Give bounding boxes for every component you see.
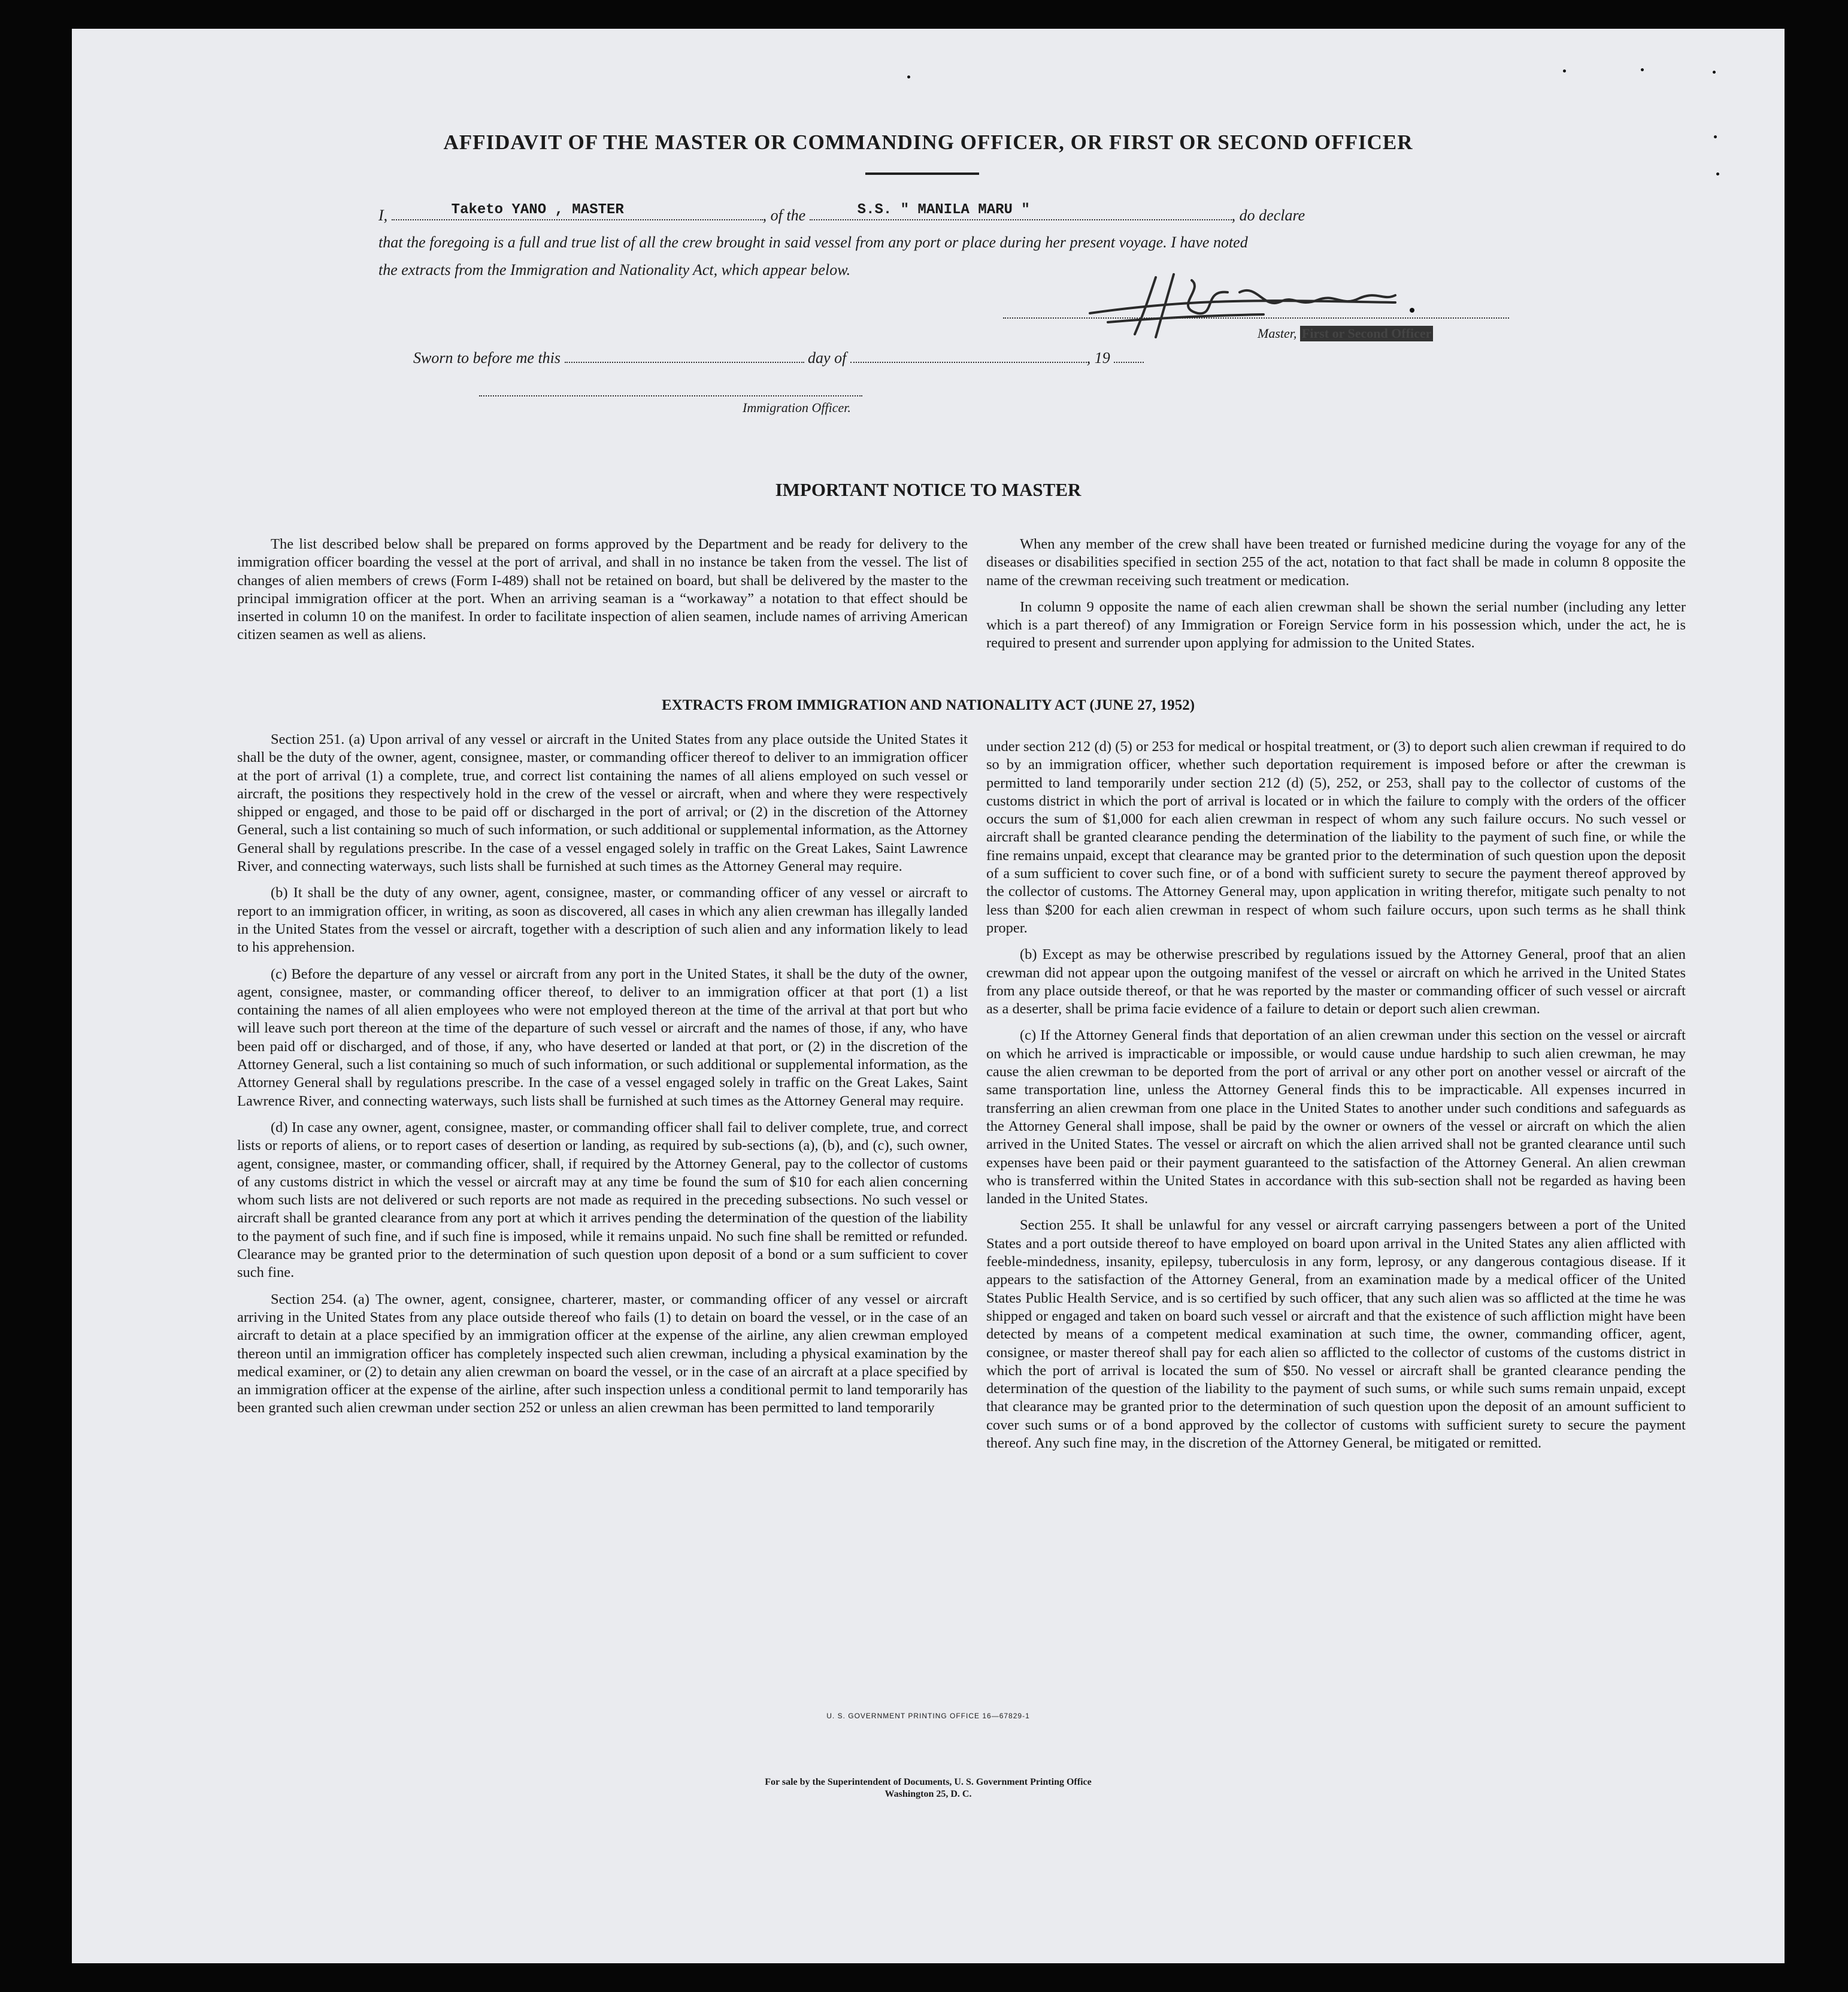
statement-line-2: the extracts from the Immigration and Nationality Act, which appear below. xyxy=(378,261,851,278)
section-251c: (c) Before the departure of any vessel or aircraft from any port in the United States, it shall be the duty of the owner, agent, consignee, master, or commanding officer thereof, to deliver to an immigration officer at that port (1) a list containing the names of all alien employees who were not employed thereon at the time of the arrival at that port but who will leave such port thereon at the time of the departure of such vessel or aircraft and the names of those, if any, who have been paid off or discharged, and of those, if any, who have deserted or landed at that port, or (2) in the discretion of the Attorney General, such a list containing so much of such information, or such additional or supplemental information, as the Attorney General shall by regulations prescribe. In the case of a vessel engaged solely in traffic on the Great Lakes, Saint Lawrence River, and connecting waterways, such lists shall be furnished at such times as the Attorney General may require. xyxy=(237,965,968,1109)
extracts-right-column xyxy=(986,738,1686,1461)
section-254c: (c) If the Attorney General finds that deportation of an alien crewman under this section on the vessel or aircraft on which he arrived is impracticable or impossible, or would cause undue hardship to such alien crewman, he may cause the alien crewman to be deported from the port of arrival or any other port on another vessel or aircraft of the same transportation line, unless the Attorney General finds this to be impracticable. All expenses incurred in transferring an alien crewman from one place in the United States to another under such conditions and safeguards as the Attorney General shall impose, shall be paid by the owner or owners of the vessel or aircraft on which the alien arrived in the United States. The vessel or aircraft on which the alien arrived shall not be granted clearance until such expenses have been paid or their payment guaranteed to the satisfaction of the Attorney General. An alien crewman who is transferred within the United States in accordance with this sub-section shall not be regarded as having been landed in the United States. xyxy=(986,1027,1686,1207)
section-251a: Section 251. (a) Upon arrival of any vessel or aircraft in the United States from any place outside the United States it shall be the duty of the owner, agent, consignee, master, or commanding officer thereof to deliver to an immigration officer at the port of arrival (1) a complete, true, and correct list containing the names of all aliens employed on such vessel or aircraft, the positions they respectively hold in the crew of the vessel or aircraft, when and where they were respectively shipped or engaged, and those to be paid off or discharged in the port of arrival; or (2) in the discretion of the Attorney General, such a list containing so much of such information, or such additional or supplemental information, as the Attorney General shall by regulations prescribe. In the case of a vessel engaged solely in traffic on the Great Lakes, Saint Lawrence River, and connecting waterways, such lists shall be furnished at such times as the Attorney General may require. xyxy=(237,731,968,875)
signature-title: Master, First or Second Officer xyxy=(1258,326,1433,341)
printing-office-code: U. S. GOVERNMENT PRINTING OFFICE 16—67829-1 xyxy=(826,1712,1030,1720)
notice-left-column xyxy=(237,535,968,653)
sworn-month-field xyxy=(850,346,1087,363)
declaration-line xyxy=(378,204,1305,225)
day-of-label: day of xyxy=(808,349,847,367)
immigration-officer-line xyxy=(479,395,862,396)
extracts-left-column xyxy=(237,731,968,1426)
sworn-line xyxy=(413,346,1144,367)
do-declare-label: , do declare xyxy=(1231,207,1305,224)
i-label: I, xyxy=(378,207,388,224)
scan-speck xyxy=(1641,68,1644,71)
sale-line-1: For sale by the Superintendent of Documents, U. S. Government Printing Office xyxy=(765,1777,1092,1787)
notice-right-column xyxy=(986,535,1686,661)
notice-paragraph: When any member of the crew shall have been treated or furnished medicine during the voyage for any of the diseases or disabilities specified in section 255 of the act, notation to that fact shall be made in column 8 opposite the name of the crewman receiving such treatment or medication. xyxy=(986,536,1686,589)
struck-officer-title: First or Second Officer xyxy=(1300,326,1433,341)
notice-paragraph: In column 9 opposite the name of each alien crewman shall be shown the serial number (including any letter which is a part thereof) of any Immigration or Foreign Service form in his possession which, under the act, he is required to present and surrender upon applying for admission to the United States. xyxy=(986,598,1686,652)
vessel-name: S.S. " MANILA MARU " xyxy=(857,202,1030,218)
title-rule xyxy=(865,172,979,175)
of-the-label: , of the xyxy=(762,207,806,224)
scan-speck xyxy=(1716,172,1719,175)
sworn-year-field xyxy=(1114,346,1144,363)
section-251d: (d) In case any owner, agent, consignee, master, or commanding officer shall fail to deliver complete, true, and correct lists or reports of aliens, or to report cases of desertion or landing, as required by sub-sections (a), (b), and (c), such owner, agent, consignee, master, or commanding officer, shall, if required by the Attorney General, pay to the collector of customs of any customs district in which the vessel or aircraft may at any time be found the sum of $10 for each alien concerning whom such lists are not delivered or such reports are not made as required in the preceding subsections. No such vessel or aircraft shall be granted clearance from any port at which it arrives pending the determination of the question of the liability to the payment of such fine, and if such fine is imposed, while it remains unpaid. No such fine shall be remitted or refunded. Clearance may be granted prior to the determination of such question upon deposit of a bond or a sum sufficient to cover such fine. xyxy=(237,1119,968,1281)
section-254a-continued: under section 212 (d) (5) or 253 for medical or hospital treatment, or (3) to deport such alien crewman if required to do so by an immigration officer, whether such deportation requirement is imposed before or after the crewman is permitted to land temporarily under section 212 (d) (5), 252, or 253, shall pay to the collector of customs of the customs district in which the port of arrival is located or in which the failure to comply with the orders of the officer occurs the sum of $1,000 for each alien crewman in respect of whom any such failure occurs. No such vessel or aircraft shall be granted clearance pending the determination of the liability to the payment of such fine, or while the fine remains unpaid, except that clearance may be granted prior to the determination of such question upon the deposit of a sum sufficient to cover such fine, or of a bond with sufficient surety to secure the payment thereof approved by the collector of customs. The Attorney General may, upon application in writing therefor, mitigate such penalty to not less than $200 for each alien crewman in respect of whom such failure occurs, upon such terms as he shall think proper. xyxy=(986,738,1686,936)
vessel-name-field xyxy=(810,204,1232,220)
affidavit-page xyxy=(72,29,1785,1963)
section-254b: (b) Except as may be otherwise prescribed by regulations issued by the Attorney General, proof that an alien crewman did not appear upon the outgoing manifest of the vessel or aircraft on which he arrived in the United States from any place outside thereof, or that he was reported by the master or commanding officer of such vessel or aircraft as a deserter, shall be prima facie evidence of a failure to detain or deport such alien crewman. xyxy=(986,946,1686,1018)
sale-notice xyxy=(72,1776,1785,1800)
notice-paragraph: The list described below shall be prepared on forms approved by the Department and be ready for delivery to the immigration officer boarding the vessel at the port of arrival, and shall in no instance be taken from the vessel. The list of changes of alien members of crews (Form I-489) shall not be retained on board, but shall be delivered by the master to the principal immigration officer at the port. When an arriving seaman is a “workaway” a notation to that effect should be inserted in column 10 on the manifest. In order to facilitate inspection of alien seamen, include names of arriving American citizen seamen as well as aliens. xyxy=(237,536,968,643)
section-251b: (b) It shall be the duty of any owner, agent, consignee, master, or commanding officer of any vessel or aircraft to report to an immigration officer, in writing, as soon as discovered, all cases in which any alien crewman has illegally landed in the United States from the vessel or aircraft, together with a description of such alien and any information likely to lead to his apprehension. xyxy=(237,885,968,956)
sworn-label: Sworn to before me this xyxy=(413,349,561,367)
master-name-field xyxy=(392,204,763,220)
section-255: Section 255. It shall be unlawful for any vessel or aircraft carrying passengers between a port of the United States and a port outside thereof to have employed on board upon arrival in the United States any alien afflicted with feeble-mindedness, insanity, epilepsy, tuberculosis in any form, leprosy, or any dangerous contagious disease. If it appears to the satisfaction of the Attorney General, from an examination made by a medical officer of the United States Public Health Service, and is so certified by such officer, that any such alien was so afflicted at the time he was shipped or engaged and taken on board such vessel or aircraft and that the existence of such affliction might have been detected by means of a competent medical examination at such time, the owner, commanding officer, agent, consignee, or master thereof shall pay for each alien so afflicted to the collector of customs of the customs district in which the port of arrival is located the sum of $50. No vessel or aircraft shall be granted clearance pending the determination of the question of the liability to the payment of such sums, or while such sums remain unpaid, except that clearance may be granted prior to the determination of such question upon the deposit of an amount sufficient to cover such sums or of a bond approved by the collector of customs with sufficient surety to secure the payment thereof. Any such fine may, in the discretion of the Attorney General, be mitigated or remitted. xyxy=(986,1217,1686,1451)
scan-speck xyxy=(907,75,910,78)
scan-speck xyxy=(1714,135,1717,138)
extracts-heading: EXTRACTS FROM IMMIGRATION AND NATIONALITY ACT (JUNE 27, 1952) xyxy=(661,697,1195,713)
section-254a: Section 254. (a) The owner, agent, consignee, charterer, master, or commanding officer of any vessel or aircraft arriving in the United States from any place outside thereof who fails (1) to detain on board the vessel, or in the case of an aircraft to detain at a place specified by an immigration officer at the expense of the airline, any alien crewman employed thereon until an immigration officer has completely inspected such alien crewman, including a physical examination by the medical examiner, or (2) to detain any alien crewman on board the vessel, or in the case of an aircraft at a place specified by an immigration officer at the expense of the airline, after such inspection unless a conditional permit to land temporarily has been granted such alien crewman under section 252 or unless an alien crewman has been permitted to land temporarily xyxy=(237,1291,968,1416)
scan-speck xyxy=(1563,69,1566,72)
statement-line-1: that the foregoing is a full and true list of all the crew brought in said vessel from any port or place during her present voyage. I have noted xyxy=(378,234,1248,251)
immigration-officer-label: Immigration Officer. xyxy=(743,400,851,415)
signature-line xyxy=(1003,317,1509,319)
sale-line-2: Washington 25, D. C. xyxy=(884,1789,972,1799)
sworn-day-field xyxy=(565,346,804,363)
notice-heading: IMPORTANT NOTICE TO MASTER xyxy=(775,479,1081,500)
affidavit-title: AFFIDAVIT OF THE MASTER OR COMMANDING OFFICER, OR FIRST OR SECOND OFFICER xyxy=(443,131,1413,154)
scan-speck xyxy=(1713,71,1716,74)
year-label: , 19 xyxy=(1086,349,1110,367)
master-name: Taketo YANO , MASTER xyxy=(451,202,624,218)
